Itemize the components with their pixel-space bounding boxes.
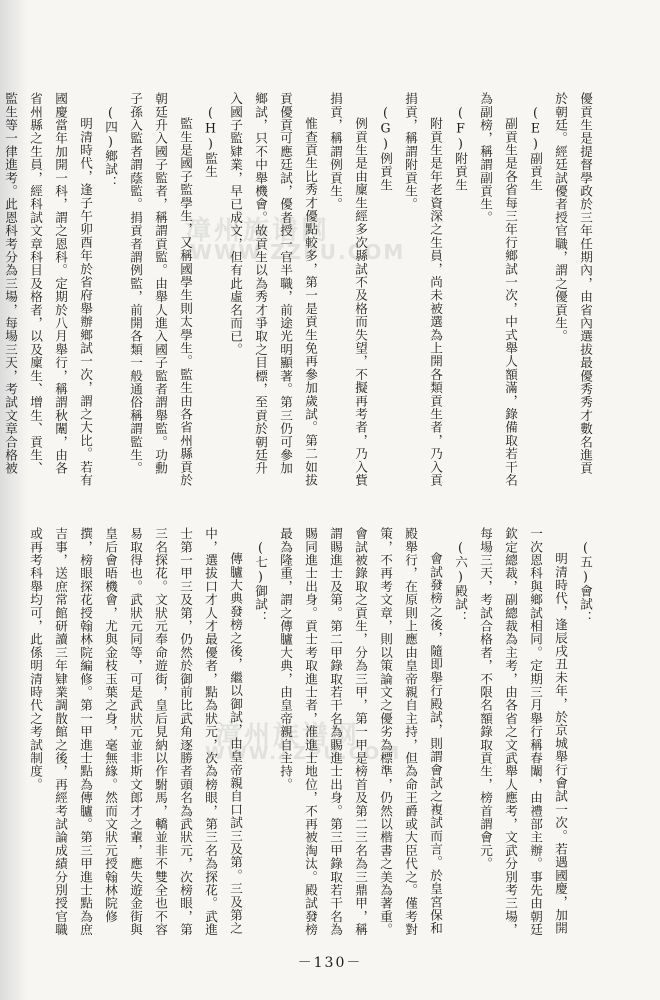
paragraph: 監生是國子監學生，又稱國學生則太學生。監生由各省州縣貢於朝廷升入國子監者，稱謂貢監。由舉人進入國子監者謂舉監。功勳子孫入監者謂蔭監。捐貢者謂例監，前開各類一般通俗稱謂監生。 [128, 92, 193, 487]
paragraph: 副貢生是各省每三年行鄉試一次，中式舉人額滿，錄備取若干名為副榜，稱謂副貢生。 [478, 92, 518, 487]
paragraph: 明清時代，逢子午卯酉年於省府舉辦鄉試一次，謂之大比。若有國慶當年加開一科，謂之恩科。定期於八月舉行，稱謂秋闈，由各省州縣之生員，經科試文章科目及格者，以及廩生、增生、貢生、監生等一律進考。此恩科考分為三場，每場三天，考試文章合格被 [3, 92, 93, 487]
watermark-text: 漳州族谱网 [215, 721, 361, 751]
section-heading: (五)會試： [578, 539, 593, 624]
section-heading: (E)副貢生 [528, 104, 543, 191]
paragraph: 優貢生是提督學政於三年任期內，由省內選拔最優秀秀才數名進貢於朝廷。經廷試優者授官職，謂之優貢生。 [553, 92, 593, 475]
watermark-url: WWW.ZZPU.COM [190, 240, 406, 264]
section-heading: (G)例貢生 [378, 104, 393, 191]
section-heading: (七)御試： [253, 539, 268, 624]
paragraph: 附貢生是年老資深之生員，尚未被選為上開各類貢生者，乃入貢捐貢，稱謂附貢生。 [403, 92, 443, 487]
paragraph: 會試發榜之後，隨即舉行殿試，則謂會試之複試而言。於皇宮保和殿舉行，在原則上應由皇帝親自主持，但為命王爵或大臣代之。僅考對策，不再考文章，則以策論文之優劣為標準，仍然以楷書之美為著重。會試被錄取之貢生，分為三甲，第一甲是榜首及第二三名為三鼎甲，稱謂賜進士及第。第二甲錄取若干名為賜進士出身。第三甲錄取若干名為賜同進士出身。貢士考取進士者，准進士地位，不再被淘汰。殿試發榜最為隆重，謂之傳臚大典，由皇帝親自主持。 [278, 527, 443, 937]
paragraph: 惟查貢生比秀才優點較多，第一是貢生免再參加歲試。第二如拔貢優貢可應廷試，優者授一官半職，前途光明顯著。第三仍可參加鄉試，只不中舉機會。故貢生以為秀才爭取之目標，至貢於朝廷升入國子監肄業，早已成文，但有此虛名而已。 [228, 92, 318, 487]
paragraph: 傳臚大典發榜之後，繼以御試，由皇帝親自口試三及第。三及第之中，選拔口才人才最優者，點為狀元，次為榜眼，第三名為探花。武進士第一甲三及第，仍然於御前比武角逐勝者頭名為武狀元，次榜眼，第三名探花。文狀元奉命遊街，皇后見納以作駙馬，轎並非不雙全也不容易取得也。武狀元同等，可是武狀元並非斯文郎才之輩，應失遊金街與皇后會晤機會，尤與金枝玉葉之身，毫無緣。然而文狀元授翰林院修撰，榜眼探花授翰林院編修。第一甲進士點為傳臚。第三甲進士點為庶吉事，送庶常館研讀三年肄業調散館之後，再經考試論成績分別授官職或再考科舉均可，此係明清時代之考試制度。 [28, 527, 243, 937]
section-heading: (F)附貢生 [453, 104, 468, 191]
section-heading: (六)殿試： [453, 539, 468, 624]
section-heading: (H)監生 [203, 104, 218, 178]
paragraph: 例貢生是由廩生經多次縣試不及格而失望，不擬再考者，乃入貲捐貢，稱謂例貢生。 [328, 92, 368, 487]
section-heading: (四)鄉試： [103, 104, 118, 189]
watermark-text: 漳州族谱网 [185, 216, 331, 246]
watermark-url: WWW.ZZPU.COM [205, 743, 402, 764]
paragraph: 明清時代，逢辰戌丑未年，於京城舉行會試一次。若遇國慶，加開一次恩科與鄉試相同。定期三月舉行稱春闈，由禮部主辦。事先由朝廷欽定總裁，副總裁為主考，由各省之文武舉人應考，文武分別考三場，每場三天，考試合格者，不限名額錄取貢生，榜首謂會元。 [478, 527, 568, 937]
upper-text-block [3, 92, 598, 487]
lower-text-block [28, 527, 598, 947]
page-number: －130－ [297, 955, 363, 971]
